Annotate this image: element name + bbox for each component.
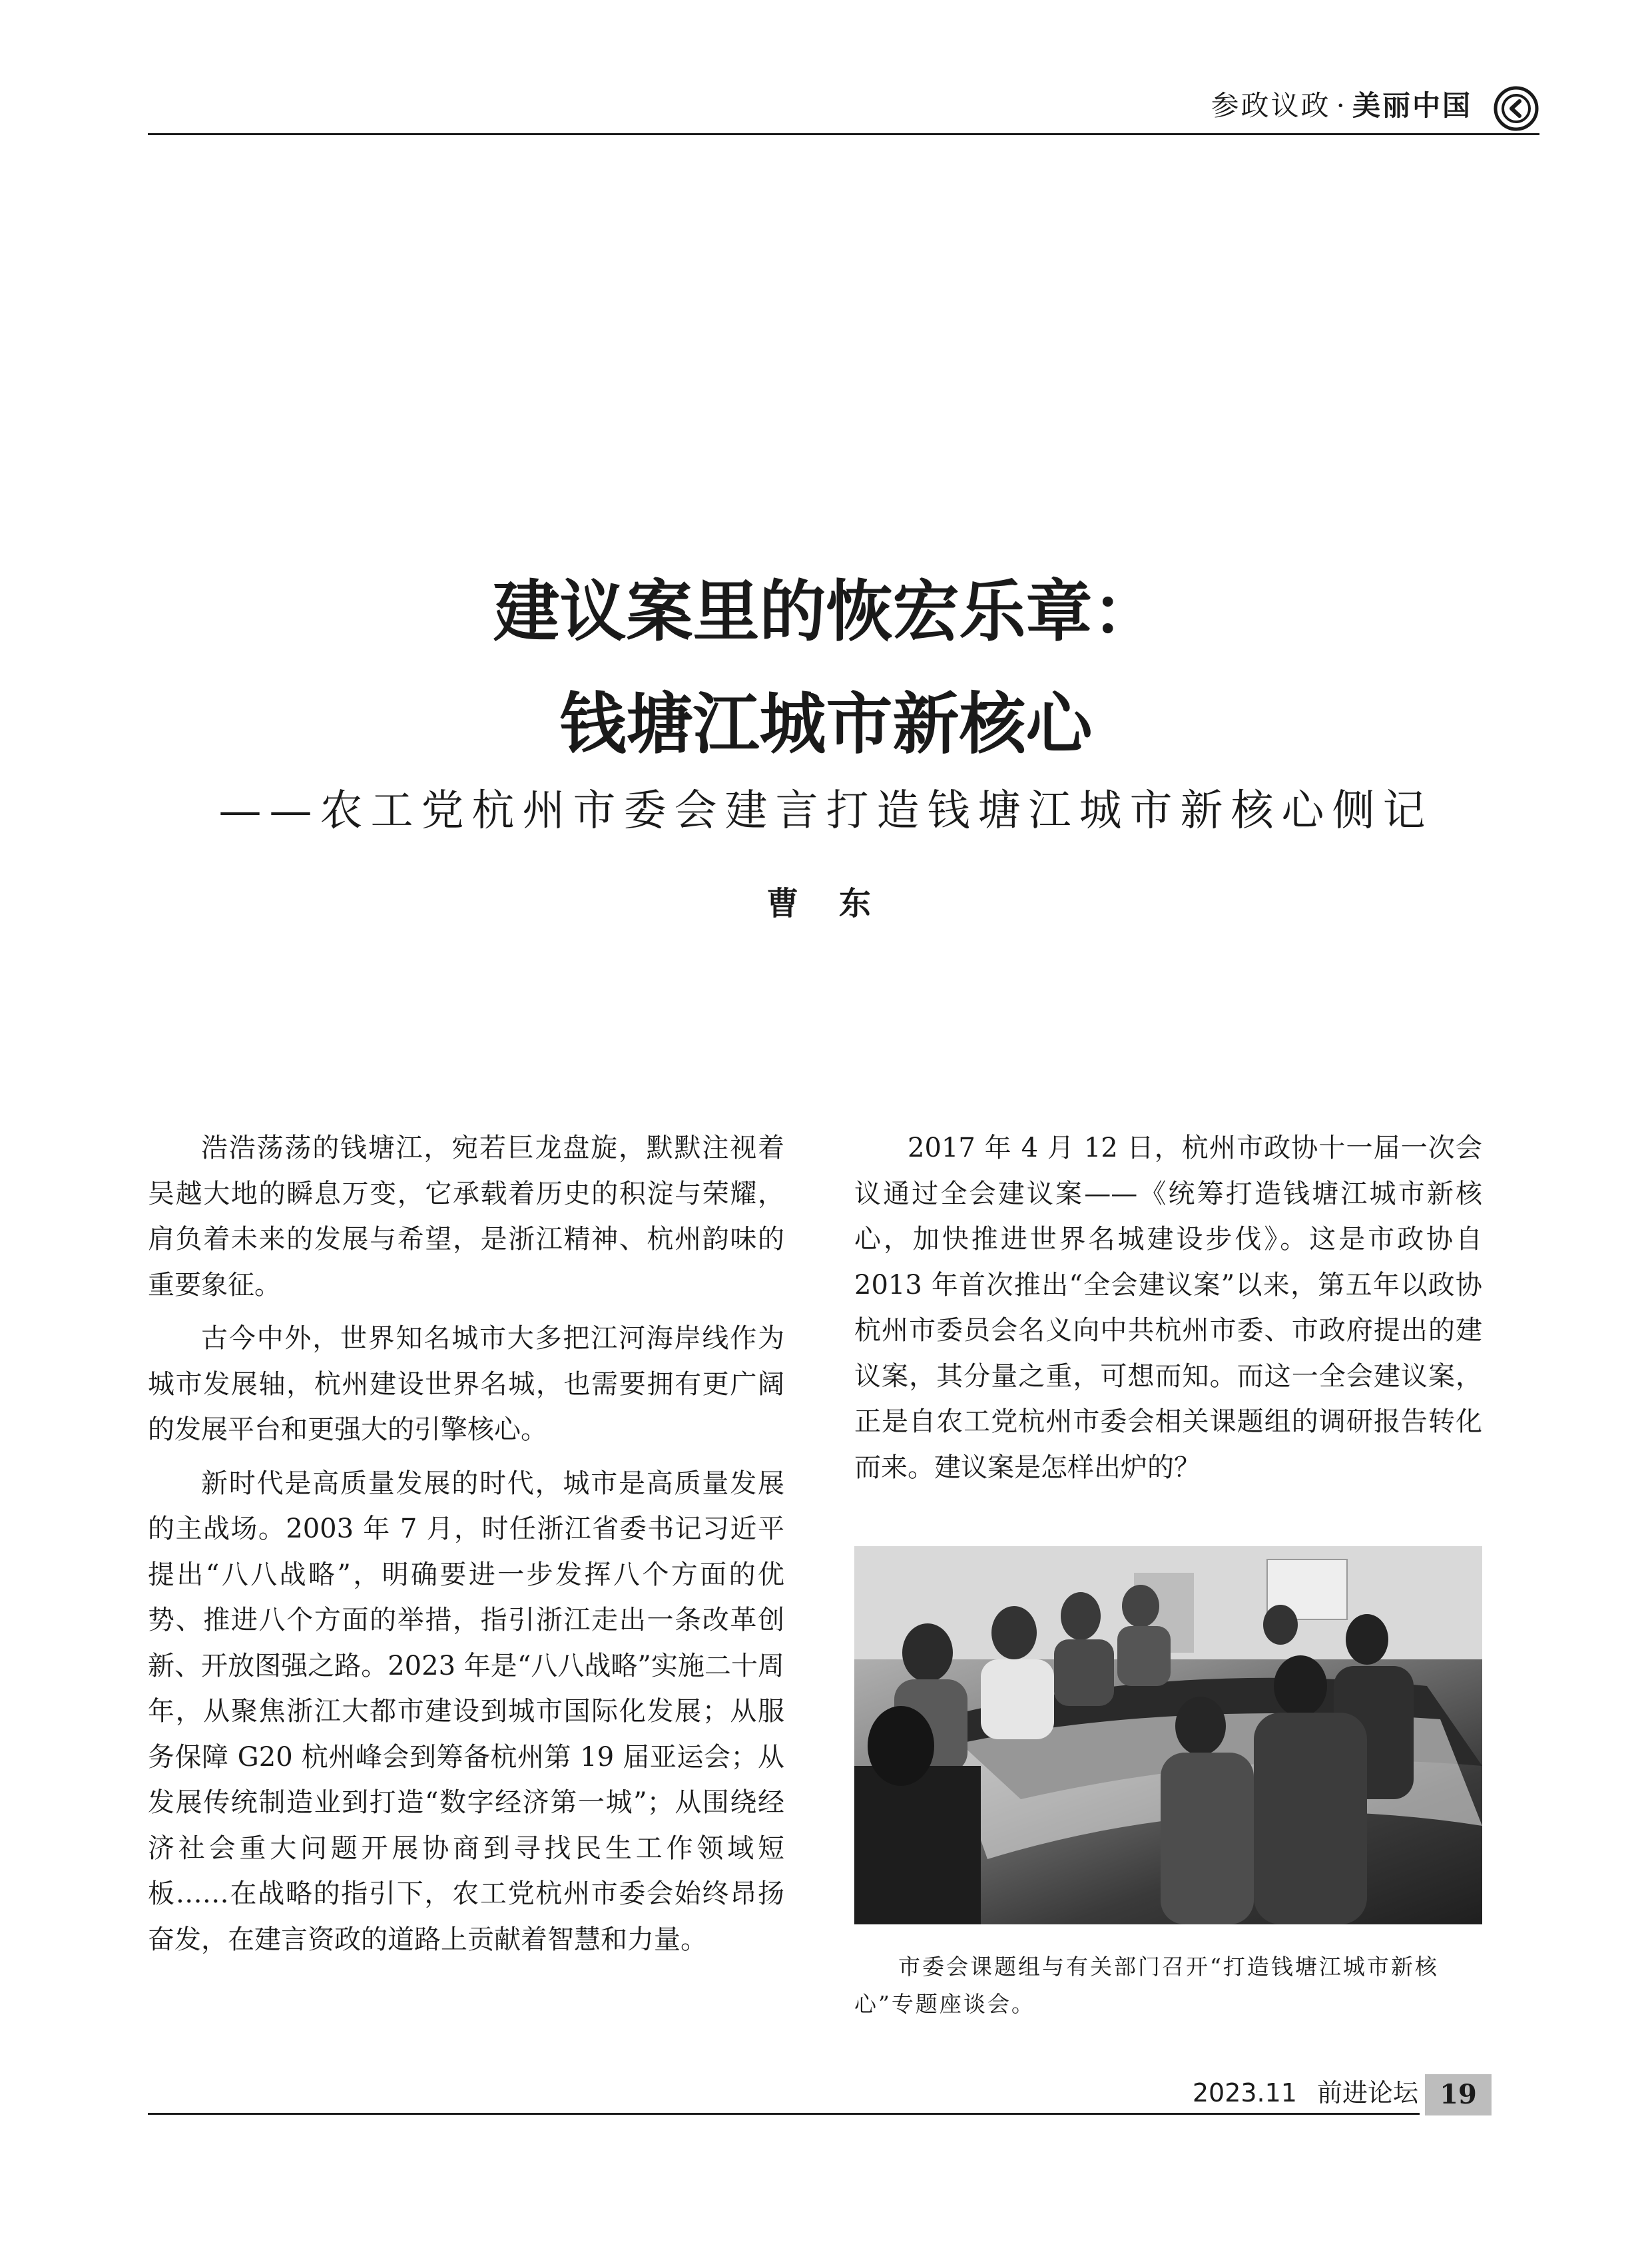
left-column — [148, 1125, 784, 1970]
body-paragraph: 新时代是高质量发展的时代，城市是高质量发展的主战场。2003 年 7 月，时任浙江省委书记习近平提出“八八战略”，明确要进一步发挥八个方面的优势、推进八个方面的举措，指引浙江走出一条改革创新、开放图强之路。2023 年是“八八战略”实施二十周年，从聚焦浙江大都市建设到城市国际化发展；从服务保障 G20 杭州峰会到筹备杭州第 19 届亚运会；从发展传统制造业到打造“数字经济第一城”；从围绕经济社会重大问题开展协商到寻找民生工作领域短板……在战略的指引下，农工党杭州市委会始终昂扬奋发，在建言资政的道路上贡献着智慧和力量。 — [148, 1468, 784, 1955]
header-rule — [148, 133, 1539, 135]
page-footer — [1099, 2074, 1418, 2111]
page-number: 19 — [1425, 2074, 1492, 2115]
article-title-line2: 钱塘江城市新核心 — [559, 685, 1093, 763]
header-section-name: 美丽中国 — [1352, 89, 1472, 122]
article-subtitle: ——农工党杭州市委会建言打造钱塘江城市新核心侧记 — [218, 786, 1434, 836]
journal-name: 前进论坛 — [1316, 2078, 1418, 2107]
running-header — [1211, 83, 1472, 129]
header-column-name: 参政议政 — [1211, 89, 1331, 122]
meeting-photo — [854, 1546, 1482, 1924]
footer-rule — [148, 2113, 1420, 2115]
issue-date: 2023.11 — [1192, 2078, 1297, 2107]
photo-caption: 市委会课题组与有关部门召开“打造钱塘江城市新核心”专题座谈会。 — [854, 1954, 1439, 2017]
right-column — [854, 1125, 1482, 1498]
body-paragraph: 浩浩荡荡的钱塘江，宛若巨龙盘旋，默默注视着吴越大地的瞬息万变，它承载着历史的积淀与荣耀，肩负着未来的发展与希望，是浙江精神、杭州韵味的重要象征。 — [148, 1133, 784, 1300]
header-separator: · — [1336, 89, 1347, 122]
article-author: 曹 东 — [766, 885, 886, 922]
body-paragraph: 2017 年 4 月 12 日，杭州市政协十一届一次会议通过全会建议案——《统筹打造钱塘江城市新核心，加快推进世界名城建设步伐》。这是市政协自 2013 年首次推出“全会建议案”以来，第五年以政协杭州市委员会名义向中共杭州市委、市政府提出的建议案，其分量之重，可想而知。而这一全会建议案，正是自农工党杭州市委会相关课题组的调研报告转化而来。建议案是怎样出炉的？ — [854, 1133, 1482, 1483]
body-paragraph: 古今中外，世界知名城市大多把江河海岸线作为城市发展轴，杭州建设世界名城，也需要拥有更广阔的发展平台和更强大的引擎核心。 — [148, 1323, 784, 1445]
circle-arrow-icon — [1493, 85, 1539, 132]
article-title-line1: 建议案里的恢宏乐章： — [493, 573, 1159, 651]
